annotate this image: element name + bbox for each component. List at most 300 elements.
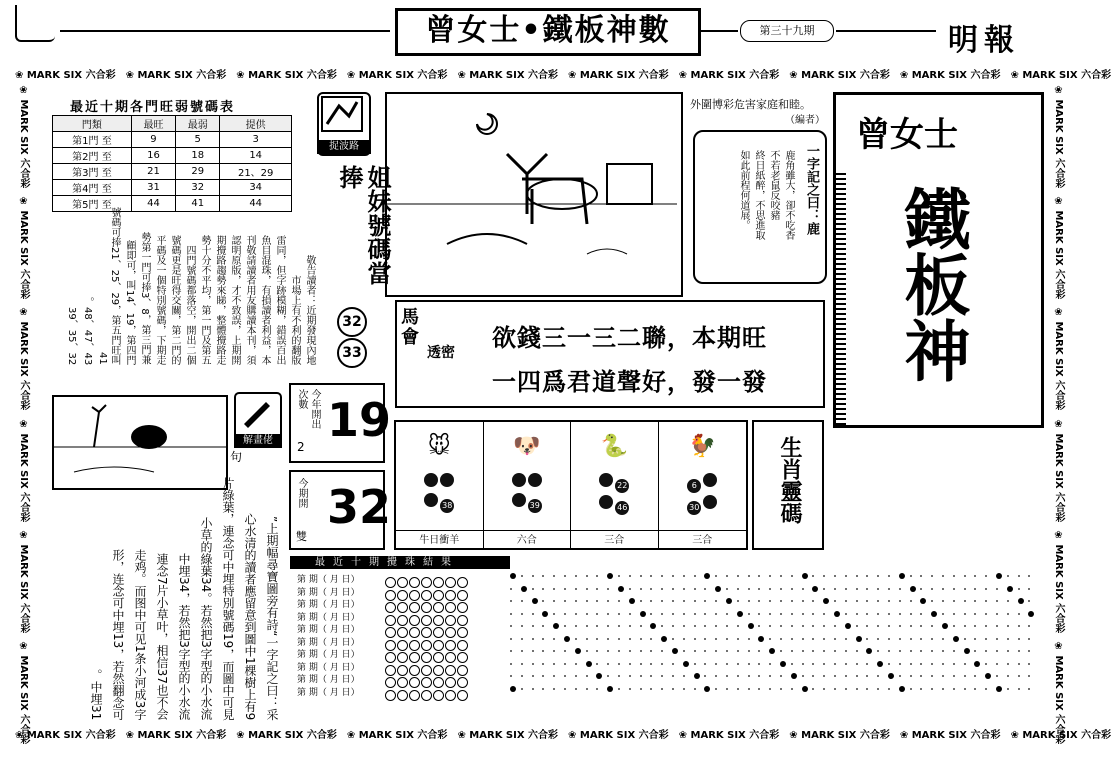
result-dot xyxy=(650,663,652,665)
notice-line: 號碼更是旺得交關，第二門的 xyxy=(169,235,180,365)
brand-panel xyxy=(833,92,1044,428)
result-dot xyxy=(629,675,631,677)
result-dot xyxy=(596,600,598,602)
zodiac-caption: 牛日衝羊 xyxy=(396,530,483,546)
result-dot xyxy=(996,650,998,652)
result-dot xyxy=(650,688,652,690)
result-dot xyxy=(521,613,523,615)
result-dot xyxy=(877,575,879,577)
result-dot xyxy=(931,663,933,665)
result-dot xyxy=(834,611,840,617)
result-dot xyxy=(823,688,825,690)
result-dot-row xyxy=(510,572,1040,580)
result-dot xyxy=(910,625,912,627)
result-dot xyxy=(920,613,922,615)
result-dot xyxy=(877,661,883,667)
result-dot xyxy=(780,588,782,590)
result-dot xyxy=(964,663,966,665)
result-dot xyxy=(856,588,858,590)
result-dot xyxy=(899,638,901,640)
result-dot xyxy=(985,638,987,640)
result-dot xyxy=(618,638,620,640)
result-dot xyxy=(985,625,987,627)
result-dot xyxy=(715,575,717,577)
result-dot xyxy=(996,663,998,665)
hot-table xyxy=(52,115,292,212)
result-row-label: 第 期（ 月 日） xyxy=(297,650,360,660)
result-dot xyxy=(974,600,976,602)
motto-line: 終日紙醉，不思進取 xyxy=(753,150,764,240)
result-dot xyxy=(985,575,987,577)
result-dot xyxy=(791,600,793,602)
result-dot xyxy=(640,688,642,690)
result-dot xyxy=(845,613,847,615)
result-dot xyxy=(974,661,980,667)
result-dot xyxy=(607,588,609,590)
result-dot xyxy=(920,638,922,640)
ball xyxy=(440,473,454,487)
zodiac-balls xyxy=(571,472,658,516)
result-dot xyxy=(996,638,998,640)
result-dot xyxy=(607,686,613,692)
result-dot xyxy=(964,675,966,677)
result-dot xyxy=(683,613,685,615)
result-dot xyxy=(812,663,814,665)
result-dot xyxy=(780,625,782,627)
result-dot xyxy=(942,663,944,665)
result-dot xyxy=(920,625,922,627)
result-dot xyxy=(510,686,516,692)
result-dot xyxy=(596,688,598,690)
table-cell: 5 xyxy=(176,132,220,148)
table-cell: 44 xyxy=(131,196,175,212)
result-balls xyxy=(385,685,469,704)
riddle-first-char: 句 xyxy=(230,450,243,464)
result-dot xyxy=(1007,675,1009,677)
result-dot xyxy=(715,675,717,677)
result-dot xyxy=(694,650,696,652)
result-dot xyxy=(737,650,739,652)
result-dot xyxy=(510,675,512,677)
result-dot xyxy=(618,688,620,690)
mark-six-logo: ❀ MARK SIX 六合彩 xyxy=(789,70,890,81)
result-dot xyxy=(758,636,764,642)
table-cell: 第5門 至 xyxy=(53,196,132,212)
result-row-label: 第 期（ 月 日） xyxy=(297,587,360,598)
mark-six-logo: ❀ MARK SIX 六合彩 xyxy=(899,730,1001,741)
times-number: 19 xyxy=(327,393,392,447)
result-dot xyxy=(618,600,620,602)
result-dot xyxy=(996,573,1002,579)
snake-icon: 🐍 xyxy=(600,434,628,459)
notice-line: 市場上有不利的翻版 xyxy=(289,275,300,365)
result-dot xyxy=(812,575,814,577)
result-dot xyxy=(748,638,750,640)
result-dot xyxy=(823,663,825,665)
result-dot xyxy=(823,638,825,640)
result-dot xyxy=(542,625,544,627)
deer-picture xyxy=(385,92,683,297)
result-dot xyxy=(877,588,879,590)
result-dot xyxy=(607,613,609,615)
result-dot xyxy=(661,636,667,642)
result-dot xyxy=(737,600,739,602)
result-dot xyxy=(910,586,916,592)
mark-six-logo: ❀ MARK SIX 六合彩 xyxy=(1010,70,1111,81)
result-dot xyxy=(650,675,652,677)
result-dot xyxy=(888,638,890,640)
times-box xyxy=(289,383,392,463)
result-dot xyxy=(737,663,739,665)
result-dot xyxy=(737,638,739,640)
result-row-label: 第 期（ 月 日） xyxy=(297,612,360,623)
result-dot xyxy=(974,688,976,690)
table-cell: 31 xyxy=(131,180,175,196)
result-dot xyxy=(758,688,760,690)
catch-road-label: 捉波路 xyxy=(317,140,371,154)
result-dot xyxy=(791,613,793,615)
result-dot xyxy=(856,688,858,690)
result-dot xyxy=(769,688,771,690)
mark-six-logo: ❀ MARK SIX 六合彩 xyxy=(678,730,780,741)
result-dot xyxy=(510,650,512,652)
result-dot xyxy=(650,613,652,615)
ball xyxy=(424,493,438,507)
result-dot xyxy=(694,600,696,602)
result-dot xyxy=(802,675,804,677)
result-dot xyxy=(661,675,663,677)
mark-six-logo: ❀ MARK SIX 六合彩 xyxy=(236,70,337,81)
result-dot xyxy=(618,586,624,592)
result-dot xyxy=(542,675,544,677)
result-dot xyxy=(532,588,534,590)
result-dot-row xyxy=(510,585,1040,593)
result-dot xyxy=(629,588,631,590)
result-dot xyxy=(910,663,912,665)
result-dot xyxy=(694,575,696,577)
result-dot xyxy=(877,613,879,615)
result-dot xyxy=(683,650,685,652)
result-dot xyxy=(564,688,566,690)
result-dot xyxy=(802,686,808,692)
result-dot-row xyxy=(510,672,1040,680)
result-ball xyxy=(397,690,408,701)
mark-six-logo: ❀ MARK SIX 六合彩 xyxy=(789,730,890,741)
result-dot xyxy=(964,588,966,590)
result-dot xyxy=(737,611,743,617)
mark-six-logo: ❀ MARK SIX 六合彩 xyxy=(1010,730,1111,741)
result-dot xyxy=(704,613,706,615)
result-dot xyxy=(553,638,555,640)
result-dot xyxy=(575,588,577,590)
result-dot xyxy=(737,675,739,677)
table-row xyxy=(53,180,292,196)
result-dot xyxy=(769,575,771,577)
notice-line: 32、35、39 xyxy=(66,306,77,365)
result-dot xyxy=(629,625,631,627)
riddle-line: 形，连念可中埋13，若然翻念可 xyxy=(111,548,125,720)
hot-table-header: 門類 xyxy=(53,116,132,132)
result-dot xyxy=(737,625,739,627)
result-dot xyxy=(985,650,987,652)
result-dot xyxy=(1007,575,1009,577)
result-dot xyxy=(748,588,750,590)
result-dot xyxy=(812,600,814,602)
result-dot xyxy=(856,675,858,677)
result-dot xyxy=(802,573,808,579)
result-dot xyxy=(920,675,922,677)
result-dot xyxy=(661,588,663,590)
table-cell: 第4門 至 xyxy=(53,180,132,196)
horse-secret-badge: 透密 xyxy=(427,345,455,361)
result-dot xyxy=(726,650,728,652)
result-dot xyxy=(1018,650,1020,652)
result-dot xyxy=(942,650,944,652)
recent-results xyxy=(0,572,1080,707)
motto-line: 鹿角雖大，卻不吃香 xyxy=(783,150,794,240)
result-dot xyxy=(1007,663,1009,665)
result-dot xyxy=(607,650,609,652)
result-dot xyxy=(521,650,523,652)
result-dot xyxy=(596,663,598,665)
result-dot xyxy=(866,638,868,640)
result-dot xyxy=(683,661,689,667)
result-dot xyxy=(726,688,728,690)
result-dot xyxy=(1018,613,1020,615)
result-dot xyxy=(510,625,512,627)
result-dot xyxy=(780,575,782,577)
result-dot xyxy=(586,650,588,652)
result-dot xyxy=(704,573,710,579)
result-dot xyxy=(748,675,750,677)
result-dot xyxy=(521,675,523,677)
result-dot xyxy=(1028,575,1030,577)
result-dot xyxy=(845,575,847,577)
result-dot xyxy=(704,663,706,665)
mark-six-logo: ❀ MARK SIX 六合彩 xyxy=(568,730,669,741)
notice-text xyxy=(50,205,315,365)
result-dot xyxy=(812,638,814,640)
mark-six-logo: ❀ MARK SIX 六合彩 xyxy=(15,730,116,741)
result-dot xyxy=(953,688,955,690)
result-dot xyxy=(910,650,912,652)
result-dot xyxy=(888,650,890,652)
result-dot xyxy=(823,613,825,615)
result-dot xyxy=(553,675,555,677)
result-dot xyxy=(564,600,566,602)
result-dot xyxy=(812,625,814,627)
notice-line: 四門號碼都落空，開出二個 xyxy=(184,245,195,365)
result-dot xyxy=(748,623,754,629)
result-dot xyxy=(650,575,652,577)
result-dot xyxy=(629,688,631,690)
result-dot xyxy=(845,650,847,652)
result-dot xyxy=(553,600,555,602)
result-dot xyxy=(715,638,717,640)
result-dot-row xyxy=(510,660,1040,668)
result-dot xyxy=(618,625,620,627)
result-dot xyxy=(748,650,750,652)
result-dot xyxy=(683,625,685,627)
result-dot xyxy=(802,625,804,627)
result-dot xyxy=(586,588,588,590)
result-dot xyxy=(899,588,901,590)
result-dot xyxy=(888,600,890,602)
result-dot xyxy=(931,638,933,640)
result-dot xyxy=(521,575,523,577)
result-dot xyxy=(629,663,631,665)
zodiac-side-box xyxy=(752,420,824,550)
result-dot xyxy=(953,575,955,577)
riddle-badge xyxy=(234,392,282,440)
result-dot xyxy=(834,588,836,590)
result-dot xyxy=(1007,638,1009,640)
result-dot xyxy=(823,625,825,627)
zodiac-side-label: 生肖靈碼 xyxy=(777,436,802,524)
result-dot xyxy=(683,588,685,590)
result-dot xyxy=(953,600,955,602)
motto-line: 不若老鼠反咬豬 xyxy=(768,150,779,220)
motto-title: 一字記之曰：鹿 xyxy=(804,144,819,235)
result-dot xyxy=(974,625,976,627)
result-dot-row xyxy=(510,610,1040,618)
mark-six-logo: ❀ MARK SIX 六合彩 xyxy=(1053,196,1064,300)
result-dot xyxy=(715,600,717,602)
result-dot xyxy=(553,575,555,577)
result-dot xyxy=(607,600,609,602)
result-dot xyxy=(758,625,760,627)
result-dot xyxy=(802,650,804,652)
result-dot-row xyxy=(510,635,1040,643)
result-dot xyxy=(758,675,760,677)
result-dot xyxy=(974,588,976,590)
result-dot xyxy=(942,623,948,629)
result-dot xyxy=(769,613,771,615)
result-dot xyxy=(920,663,922,665)
hot-table-header: 提供 xyxy=(220,116,292,132)
notice-line: 平碼及一個特別號碼，下期走 xyxy=(154,235,165,365)
catch-road-title: 姐妹號碼當捧 xyxy=(335,165,391,285)
result-dot xyxy=(510,600,512,602)
mark-six-logo: ❀ MARK SIX 六合彩 xyxy=(678,70,780,81)
result-dot xyxy=(553,688,555,690)
ball: 39 xyxy=(528,499,542,513)
result-dot xyxy=(575,648,581,654)
result-dot xyxy=(510,663,512,665)
mark-six-logo: ❀ MARK SIX 六合彩 xyxy=(1053,418,1064,522)
result-dot xyxy=(996,613,998,615)
banner-top xyxy=(15,66,1111,82)
result-dot xyxy=(553,663,555,665)
result-dot xyxy=(899,686,905,692)
result-dot xyxy=(769,663,771,665)
result-dot xyxy=(1028,625,1030,627)
result-dot xyxy=(564,636,570,642)
ball xyxy=(512,493,526,507)
result-dot xyxy=(726,598,732,604)
result-dot xyxy=(985,663,987,665)
result-dot xyxy=(726,638,728,640)
table-row xyxy=(53,148,292,164)
result-dot xyxy=(726,675,728,677)
result-dot xyxy=(964,600,966,602)
result-dot xyxy=(704,650,706,652)
mark-six-logo: ❀ MARK SIX 六合彩 xyxy=(346,70,448,81)
result-dot xyxy=(758,663,760,665)
result-dot xyxy=(931,611,937,617)
result-dot xyxy=(586,661,592,667)
result-dot xyxy=(532,613,534,615)
riddle-line: 走鸡。而图中可见1条小河成3字 xyxy=(133,548,147,720)
mark-six-logo: ❀ MARK SIX 六合彩 xyxy=(18,641,29,745)
table-cell: 第3門 至 xyxy=(53,164,132,180)
table-cell: 3 xyxy=(220,132,292,148)
family-note: 外圍博彩危害家庭和睦。 xyxy=(690,98,811,111)
result-dot xyxy=(920,575,922,577)
ball: 38 xyxy=(440,499,454,513)
result-dot-row xyxy=(510,597,1040,605)
result-dot xyxy=(586,575,588,577)
result-row-label: 第 期（ 月 日） xyxy=(297,575,360,585)
painter-icon xyxy=(236,394,276,434)
ball: 22 xyxy=(615,479,629,493)
result-dot xyxy=(899,663,901,665)
result-dot xyxy=(1007,625,1009,627)
result-dot xyxy=(953,636,959,642)
result-dot xyxy=(931,650,933,652)
mark-six-logo: ❀ MARK SIX 六合彩 xyxy=(18,418,29,522)
result-dot xyxy=(877,600,879,602)
result-dot xyxy=(694,688,696,690)
result-dot xyxy=(866,663,868,665)
result-dot xyxy=(715,586,721,592)
result-dot xyxy=(532,688,534,690)
result-dot xyxy=(996,686,1002,692)
result-dot xyxy=(758,600,760,602)
result-dot xyxy=(575,575,577,577)
result-dot xyxy=(521,688,523,690)
result-dot xyxy=(780,613,782,615)
result-dot xyxy=(1007,600,1009,602)
result-dot xyxy=(877,688,879,690)
header-rule-mid xyxy=(700,30,738,32)
result-dot xyxy=(532,625,534,627)
riddle-label: 解畫佬 xyxy=(234,434,282,448)
result-dot xyxy=(974,650,976,652)
result-dot xyxy=(704,638,706,640)
result-dot xyxy=(791,688,793,690)
result-dot xyxy=(542,663,544,665)
dog-icon: 🐶 xyxy=(513,434,541,459)
result-dot xyxy=(931,675,933,677)
result-dot xyxy=(877,650,879,652)
result-dot xyxy=(791,625,793,627)
result-dot xyxy=(802,588,804,590)
result-dot xyxy=(942,600,944,602)
this-issue-label: 今期開 xyxy=(296,478,307,508)
result-dot xyxy=(553,588,555,590)
result-dot xyxy=(866,588,868,590)
result-dot xyxy=(650,588,652,590)
result-dot xyxy=(942,613,944,615)
result-dot xyxy=(596,650,598,652)
result-dot xyxy=(834,625,836,627)
zodiac-caption: 六合 xyxy=(484,530,571,546)
result-dot xyxy=(629,638,631,640)
result-ball xyxy=(409,690,420,701)
result-dot xyxy=(1028,588,1030,590)
result-dot xyxy=(737,575,739,577)
